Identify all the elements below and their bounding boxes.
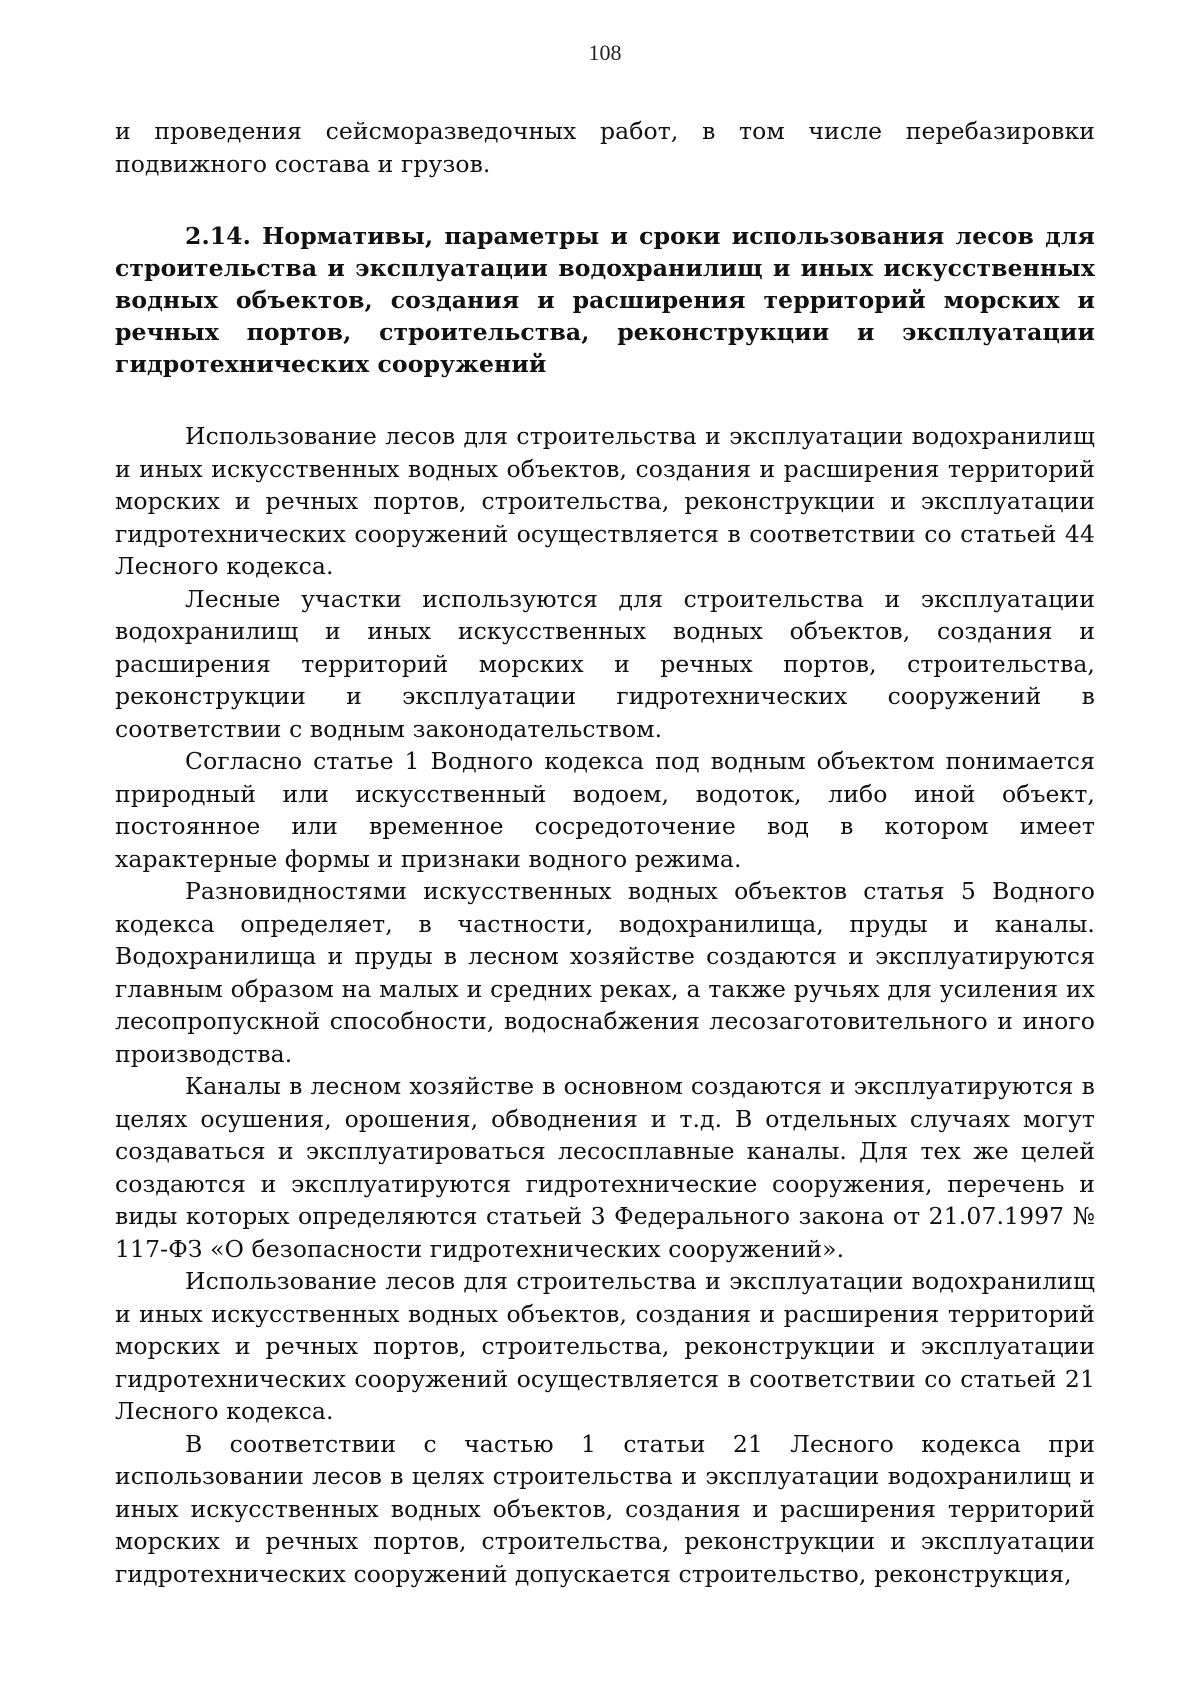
body-paragraph-3: Согласно статье 1 Водного кодекса под водным объектом понимается природный или искусственный водоем, водоток, либо иной объект, постоянное или временное сосредоточение вод в котором имеет характерные формы и признаки водного режима. — [115, 747, 1095, 873]
body-paragraph-7: В соответствии с частью 1 статьи 21 Лесного кодекса при использовании лесов в целях строительства и эксплуатации водохранилищ и иных искусственных водных объектов, создания и расширения территорий морских и речных портов, строительства, реконструкции и эксплуатации гидротехнических сооружений допускается строительство, реконструкция, — [115, 1429, 1095, 1588]
page-number: 108 — [588, 40, 622, 65]
body-paragraph-5: Каналы в лесном хозяйстве в основном создаются и эксплуатируются в целях осушения, орошения, обводнения и т.д. В отдельных случаях могут создаваться и эксплуатироваться лесосплавные каналы. Для тех же целей создаются и эксплуатируются гидротехнические сооружения, перечень и виды которых определяются статьей 3 Федерального закона от 21.07.1997 № 117-ФЗ «О безопасности гидротехнических сооружений». — [115, 1072, 1095, 1263]
body-paragraph-1: Использование лесов для строительства и эксплуатации водохранилищ и иных искусственных водных объектов, создания и расширения территорий морских и речных портов, строительства, реконструкции и эксплуатации гидротехнических сооружений осуществляется в соответствии со статьей 44 Лесного кодекса. — [115, 422, 1095, 580]
continuation-paragraph: и проведения сейсморазведочных работ, в том числе перебазировки подвижного состава и грузов. — [115, 117, 1095, 178]
body-paragraph-2: Лесные участки используются для строительства и эксплуатации водохранилищ и иных искусственных водных объектов, создания и расширения территорий морских и речных портов, строительства, реконструкции и эксплуатации гидротехнических сооружений в соответствии с водным законодательством. — [115, 584, 1095, 743]
body-paragraph-6: Использование лесов для строительства и эксплуатации водохранилищ и иных искусственных водных объектов, создания и расширения территорий морских и речных портов, строительства, реконструкции и эксплуатации гидротехнических сооружений осуществляется в соответствии со статьей 21 Лесного кодекса. — [115, 1267, 1095, 1425]
document-body — [115, 115, 1095, 1590]
body-paragraph-4: Разновидностями искусственных водных объектов статья 5 Водного кодекса определяет, в частности, водохранилища, пруды и каналы. Водохранилища и пруды в лесном хозяйстве создаются и эксплуатируются главным образом на малых и средних реках, а также ручьях для усиления их лесопропускной способности, водоснабжения лесозаготовительного и иного производства. — [115, 877, 1095, 1068]
section-heading: 2.14. Нормативы, параметры и сроки использования лесов для строительства и эксплуатации водохранилищ и иных искусственных водных объектов, создания и расширения территорий морских и речных портов, строительства, реконструкции и эксплуатации гидротехнических сооружений — [115, 222, 1095, 378]
